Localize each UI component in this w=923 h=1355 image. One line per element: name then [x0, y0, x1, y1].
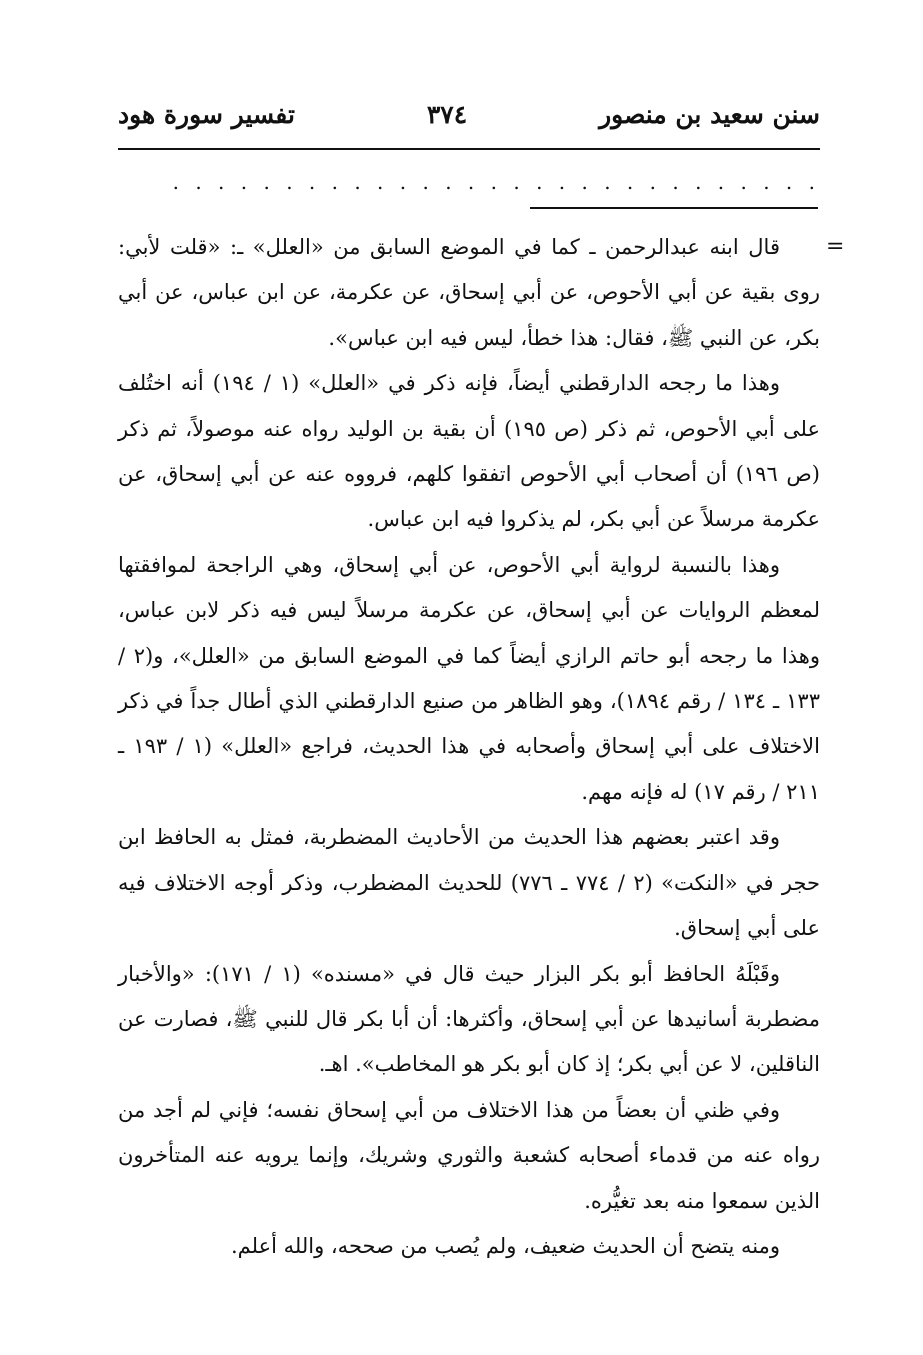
ellipsis-dots: . . . . . . . . . . . . . . . . . . . . . . . . . . . . .	[172, 170, 820, 190]
footnote-text	[118, 225, 820, 1269]
paragraph: ومنه يتضح أن الحديث ضعيف، ولم يُصب من صححه، والله أعلم.	[231, 1233, 780, 1258]
paragraph: وهذا ما رجحه الدارقطني أيضاً، فإنه ذكر في «العلل» (١ / ١٩٤) أنه اختُلف على أبي الأحوص، ثم ذكر (ص ١٩٥) أن بقية بن الوليد رواه عنه موصولاً، ثم ذكر (ص ١٩٦) أن أصحاب أبي الأحوص اتفقوا كلهم، فرووه عنه عن أبي إسحاق، عن عكرمة مرسلاً عن أبي بكر، لم يذكروا فيه ابن عباس.	[118, 371, 820, 532]
paragraph: قال ابنه عبدالرحمن ـ كما في الموضع السابق من «العلل» ـ: «قلت لأبي: روى بقية عن أبي الأحوص، عن أبي إسحاق، عن عكرمة، عن ابن عباس، عن أبي بكر، عن النبي ﷺ، فقال: هذا خطأ، ليس فيه ابن عباس».	[118, 235, 820, 350]
page-number: ٣٧٤	[426, 99, 468, 129]
paragraph: وفي ظني أن بعضاً من هذا الاختلاف من أبي إسحاق نفسه؛ فإني لم أجد من رواه عنه من قدماء أصحابه كشعبة والثوري وشريك، وإنما يرويه عنه المتأخرون الذين سمعوا منه بعد تغيُّره.	[118, 1097, 820, 1213]
continuation-mark: =	[826, 234, 845, 259]
footnote-separator-rule	[530, 207, 818, 209]
paragraph: وقَبْلَهُ الحافظ أبو بكر البزار حيث قال في «مسنده» (١ / ١٧١): «والأخبار مضطربة أسانيدها عن أبي إسحاق، وأكثرها: أن أبا بكر قال للنبي ﷺ، فصارت عن الناقلين، لا عن أبي بكر؛ إذ كان أبو بكر هو المخاطب». اهـ.	[118, 961, 820, 1077]
paragraph: وهذا بالنسبة لرواية أبي الأحوص، عن أبي إسحاق، وهي الراجحة لموافقتها لمعظم الروايات عن أبي إسحاق، عن عكرمة مرسلاً ليس فيه ذكر لابن عباس، وهذا ما رجحه أبو حاتم الرازي أيضاً كما في الموضع السابق من «العلل»، و(٢ / ١٣٣ ـ ١٣٤ / رقم ١٨٩٤)، وهو الظاهر من صنيع الدارقطني الذي أطال جداً في ذكر الاختلاف على أبي إسحاق وأصحابه في هذا الحديث، فراجع «العلل» (١ / ١٩٣ ـ ٢١١ / رقم ١٧) له فإنه مهم.	[118, 552, 820, 804]
paragraph: وقد اعتبر بعضهم هذا الحديث من الأحاديث المضطربة، فمثل به الحافظ ابن حجر في «النكت» (٢ / ٧٧٤ ـ ٧٧٦) للحديث المضطرب، وذكر أوجه الاختلاف فيه على أبي إسحاق.	[118, 825, 820, 941]
header-rule	[118, 148, 820, 150]
running-header	[118, 92, 820, 136]
book-title: سنن سعيد بن منصور	[599, 99, 820, 129]
section-title: تفسير سورة هود	[118, 99, 295, 129]
